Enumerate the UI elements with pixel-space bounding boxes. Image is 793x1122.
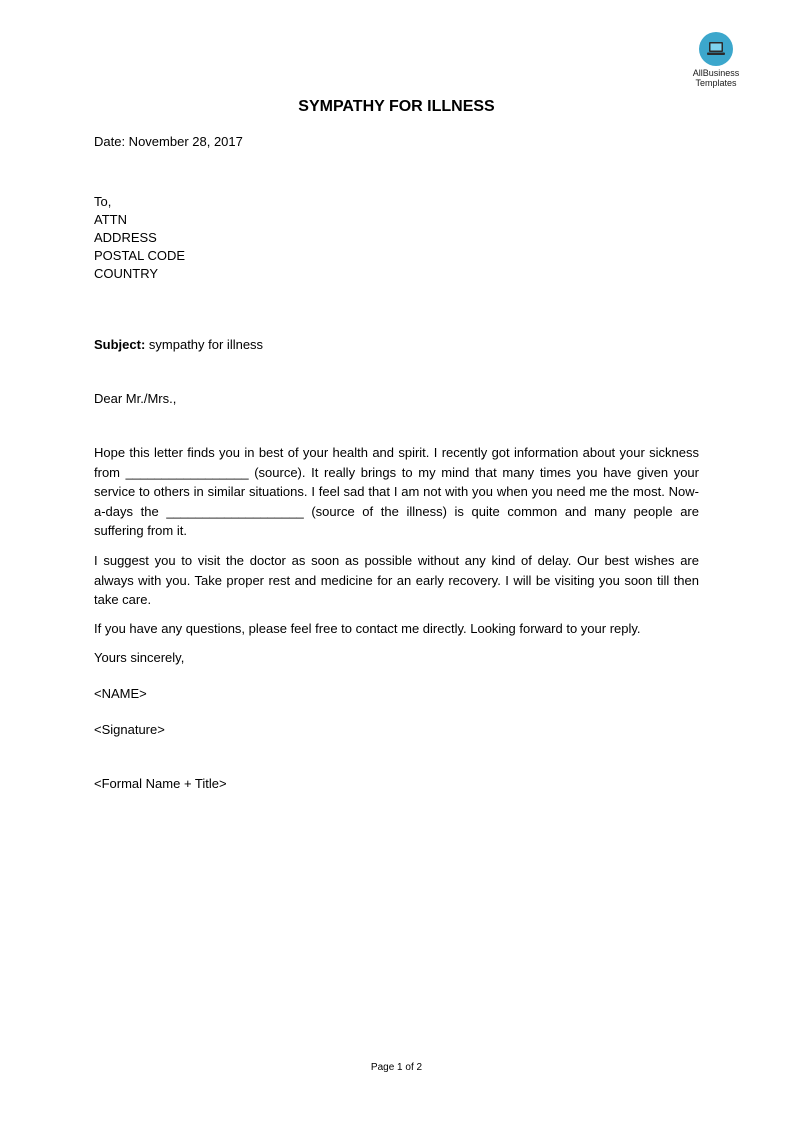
- letter-subject: [94, 336, 699, 354]
- sender-name: <NAME>: [94, 686, 147, 701]
- address-country: COUNTRY: [94, 266, 159, 281]
- document-title: SYMPATHY FOR ILLNESS: [298, 98, 495, 115]
- laptop-icon: [699, 32, 733, 66]
- letter-date: Date: November 28, 2017: [94, 134, 243, 149]
- recipient-address: [94, 193, 699, 283]
- closing: Yours sincerely,: [94, 650, 185, 665]
- paragraph-3: If you have any questions, please feel free to contact me directly. Looking forward to your reply.: [94, 621, 641, 636]
- subject-label: Subject:: [94, 337, 146, 352]
- salutation: Dear Mr./Mrs.,: [94, 391, 177, 406]
- logo-line-2: Templates: [695, 78, 737, 88]
- address-street: ADDRESS: [94, 230, 157, 245]
- address-to: To,: [94, 194, 112, 209]
- brand-logo: [686, 32, 746, 88]
- logo-line-1: AllBusiness: [692, 68, 740, 78]
- subject-text: sympathy for illness: [145, 337, 264, 352]
- logo-text: [686, 68, 746, 88]
- page-number: Page 1 of 2: [370, 1062, 423, 1073]
- sender-signature: <Signature>: [94, 722, 165, 737]
- address-postal: POSTAL CODE: [94, 248, 186, 263]
- sender-formal-name: <Formal Name + Title>: [94, 776, 227, 791]
- address-attn: ATTN: [94, 212, 127, 227]
- paragraph-2: I suggest you to visit the doctor as soon as possible without any kind of delay. Our best wishes are always with you. Take proper rest and medicine for an early recovery. I will be visiting you soon till then take care.: [94, 553, 699, 607]
- paragraph-1: Hope this letter finds you in best of your health and spirit. I recently got information about your sickness from _________________ (source). It really brings to my mind that many times you have given your service to others in similar situations. I feel sad that I am not with you when you need me the most. Now-a-days the ___________________ (source of the illness) is quite common and many people are suffering from it.: [94, 445, 699, 538]
